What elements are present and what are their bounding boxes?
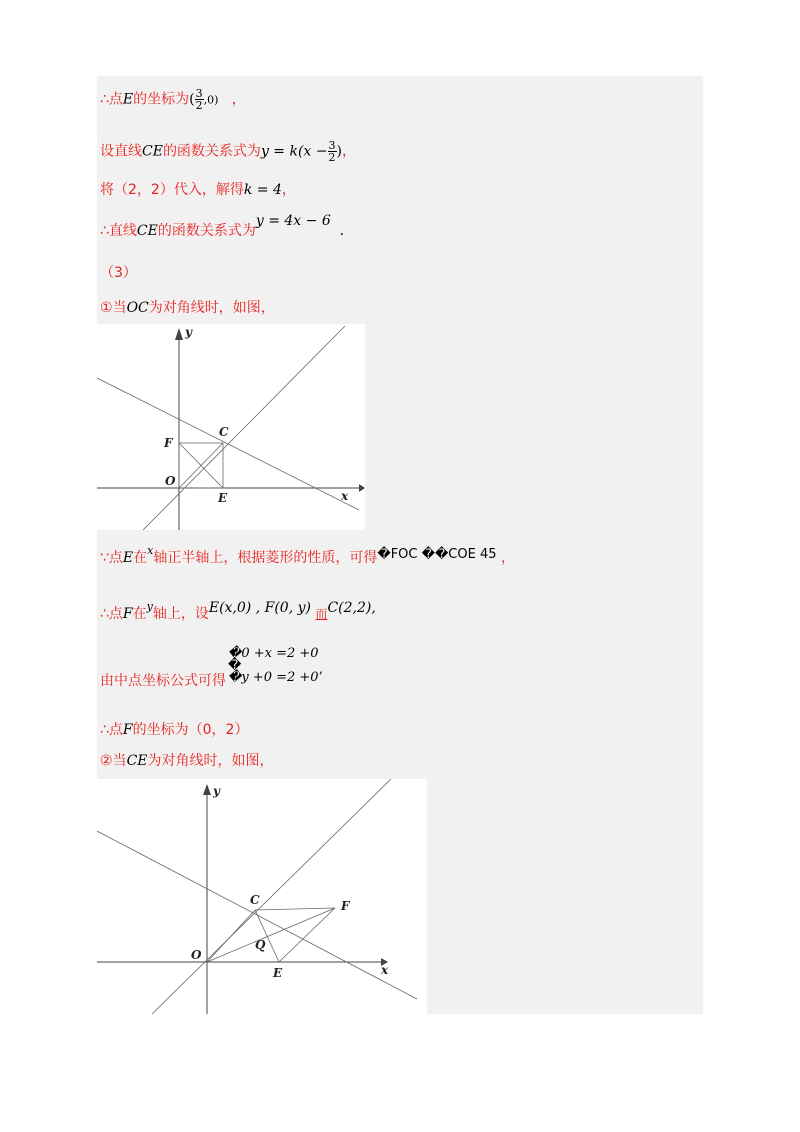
label-f: F [164, 436, 173, 450]
label-o: O [191, 948, 202, 962]
figure-2 [97, 779, 427, 1014]
segment-cf [255, 908, 335, 910]
line-f-coordinate: ∴点F的坐标为（0，2） [100, 722, 249, 738]
label-y: y [213, 784, 220, 798]
label-e: E [218, 491, 228, 505]
segment-fe [279, 908, 335, 962]
y-axis-arrow-icon [175, 328, 183, 340]
label-e: E [273, 966, 283, 980]
label-x: x [341, 489, 349, 503]
line-case-oc: ①当OC为对角线时，如图， [100, 300, 275, 316]
line-set-coordinates: ∴点F在$^y$轴上，设E(x,0) , F(0, y) 而C(2,2), [100, 600, 376, 622]
line-ce-function: ∴直线CE的函数关系式为y = 4x − 6 . [100, 213, 345, 239]
line-case-ce: ②当CE为对角线时，如图， [100, 753, 274, 769]
segment-of [207, 908, 335, 962]
segment-ce [255, 910, 279, 962]
label-y: y [185, 325, 192, 339]
figure-1 [97, 324, 365, 530]
equation-system: �0 +x =2 +0 � �y +0 =2 +0’ [228, 646, 323, 685]
figure-2-graph [97, 779, 427, 1014]
line-oc [152, 779, 391, 1014]
line-midpoint-formula: 由中点坐标公式可得 [100, 673, 226, 689]
label-x: x [381, 963, 389, 977]
x-axis-arrow-icon [359, 484, 365, 492]
line-ce [97, 378, 359, 510]
label-c: C [250, 893, 260, 907]
segment-oc [207, 910, 255, 962]
line-ce-function-form: 设直线CE的函数关系式为y = k(x − $\frac{3}{2}$ )， [100, 139, 356, 164]
y-axis-arrow-icon [203, 784, 211, 795]
line-part-3: （3） [100, 265, 137, 281]
figure-1-graph [97, 324, 365, 530]
line-e-coordinate: ∴点E的坐标为( $\frac{3}{2}$ ,0) ， [100, 87, 246, 112]
line-rhombus-property: ∵点E在$^x$轴正半轴上，根据菱形的性质，可得�FOC ��COE 45 ， [100, 544, 515, 566]
label-q: Q [255, 938, 266, 952]
line-oc [143, 326, 345, 530]
label-c: C [219, 425, 229, 439]
line-solve-k: 将（2，2）代入，解得k = 4， [100, 182, 296, 198]
label-o: O [165, 474, 176, 488]
label-f: F [341, 899, 350, 913]
